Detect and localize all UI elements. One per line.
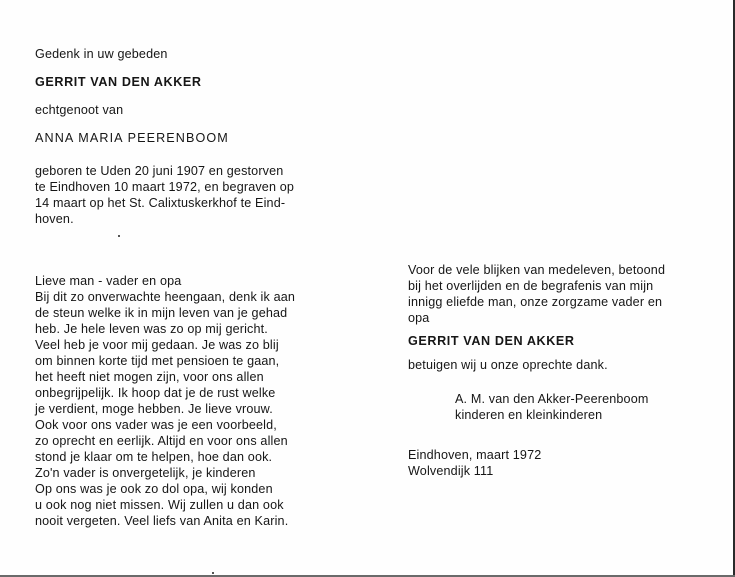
bio-line: geboren te Uden 20 juni 1907 en gestorven	[35, 164, 284, 178]
place-date: Eindhoven, maart 1972	[408, 448, 542, 462]
intro-text: Gedenk in uw gebeden	[35, 47, 168, 61]
message-line: om binnen korte tijd met pensioen te gaan,	[35, 354, 280, 368]
address: Wolvendijk 111	[408, 464, 494, 478]
message-line: Ook voor ons vader was je een voorbeeld,	[35, 418, 277, 432]
message-line: stond je klaar om te helpen, hoe dan ook.	[35, 450, 273, 464]
message-line: Lieve man - vader en opa	[35, 274, 182, 288]
message-line: onbegrijpelijk. Ik hoop dat je de rust welke	[35, 386, 276, 400]
deceased-name-right: GERRIT VAN DEN AKKER	[408, 334, 575, 348]
thanks-line: Voor de vele blijken van medeleven, betoond	[408, 263, 666, 277]
gratitude-text: betuigen wij u onze oprechte dank.	[408, 358, 608, 372]
thanks-line: bij het overlijden en de begrafenis van mijn	[408, 279, 654, 293]
message-line: zo oprecht en eerlijk. Altijd en voor ons allen	[35, 434, 288, 448]
message-line: de steun welke ik in mijn leven van je gehad	[35, 306, 288, 320]
fold-mark	[212, 572, 214, 574]
message-line: heb. Je hele leven was zo op mij gericht.	[35, 322, 268, 336]
bio-line: te Eindhoven 10 maart 1972, en begraven op	[35, 180, 295, 194]
message-line: Veel heb je voor mij gedaan. Je was zo blij	[35, 338, 279, 352]
signed-by: A. M. van den Akker-Peerenboom	[455, 392, 649, 406]
bio-line: 14 maart op het St. Calixtuskerkhof te Eind-	[35, 196, 286, 210]
message-line: Zo'n vader is onvergetelijk, je kinderen	[35, 466, 256, 480]
spouse-name: ANNA MARIA PEERENBOOM	[35, 131, 229, 145]
thanks-line: opa	[408, 311, 430, 325]
message-line: nooit vergeten. Veel liefs van Anita en Karin.	[35, 514, 289, 528]
spouse-intro: echtgenoot van	[35, 103, 124, 117]
message-line: u ook nog niet missen. Wij zullen u dan ook	[35, 498, 284, 512]
message-line: het heeft niet mogen zijn, voor ons allen	[35, 370, 264, 384]
message-line: Op ons was je ook zo dol opa, wij konden	[35, 482, 273, 496]
thanks-line: innigg eliefde man, onze zorgzame vader en	[408, 295, 663, 309]
message-line: Bij dit zo onverwachte heengaan, denk ik aan	[35, 290, 296, 304]
fold-mark	[118, 235, 120, 237]
bio-line: hoven.	[35, 212, 74, 226]
signed-family: kinderen en kleinkinderen	[455, 408, 603, 422]
message-line: je verdient, moge hebben. Je lieve vrouw.	[35, 402, 273, 416]
deceased-name-left: GERRIT VAN DEN AKKER	[35, 75, 202, 89]
